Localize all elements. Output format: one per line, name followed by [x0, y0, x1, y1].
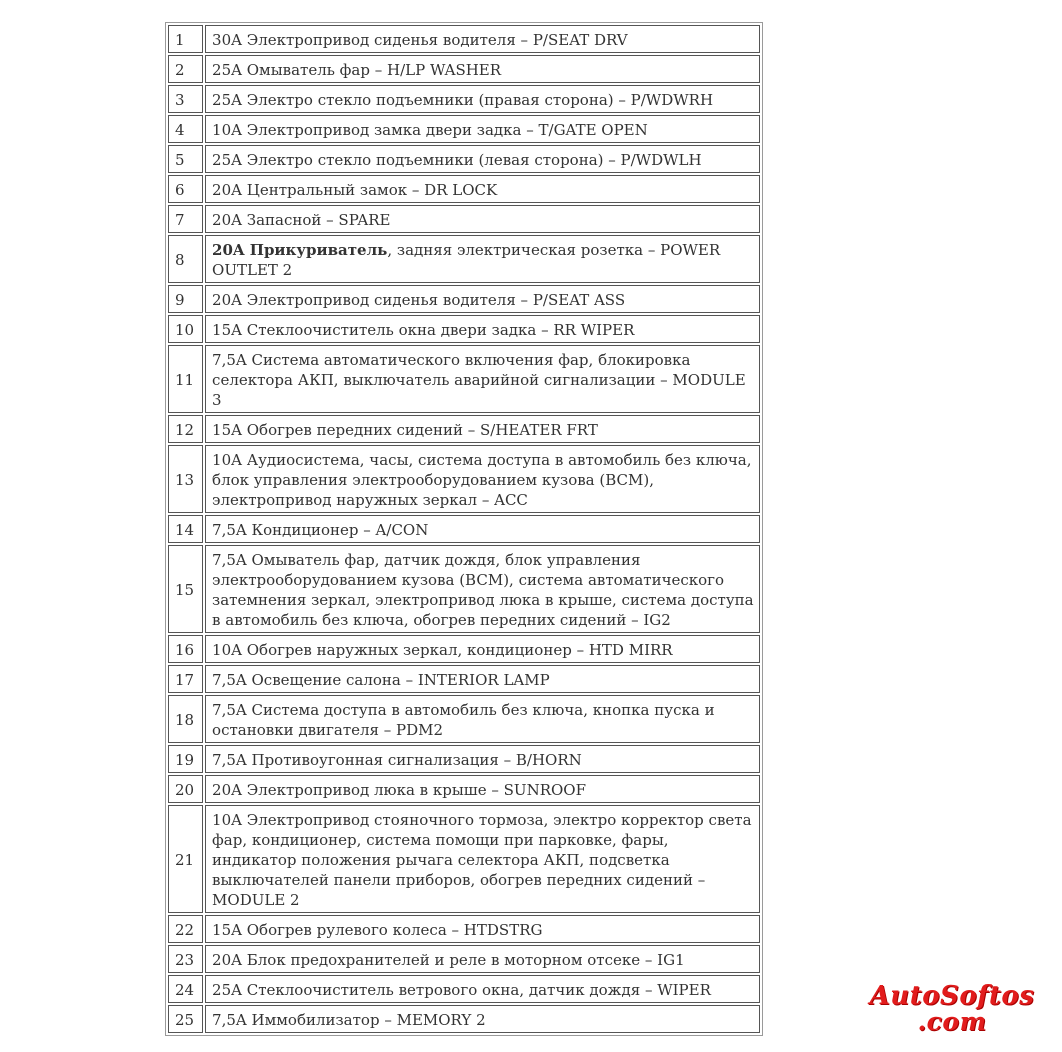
fuse-description-cell	[205, 285, 760, 313]
fuse-description-text: 20A Электропривод люка в крыше – SUNROOF	[212, 781, 586, 799]
fuse-description-cell	[205, 515, 760, 543]
table-row	[168, 315, 760, 343]
fuse-number-cell: 2	[168, 55, 203, 83]
fuse-description-cell	[205, 175, 760, 203]
fuse-description-cell	[205, 345, 760, 413]
fuse-number-cell: 11	[168, 345, 203, 413]
fuse-number-cell: 17	[168, 665, 203, 693]
fuse-description-cell	[205, 545, 760, 633]
fuse-description-cell	[205, 635, 760, 663]
fuse-description-cell	[205, 85, 760, 113]
fuse-number-cell: 4	[168, 115, 203, 143]
table-row	[168, 975, 760, 1003]
fuse-description-text: 25A Омыватель фар – H/LP WASHER	[212, 61, 502, 79]
fuse-description-text: 7,5A Освещение салона – INTERIOR LAMP	[212, 671, 550, 689]
fuse-number-cell: 10	[168, 315, 203, 343]
table-row	[168, 285, 760, 313]
fuse-description-text: 25A Электро стекло подъемники (левая сторона) – P/WDWLH	[212, 151, 702, 169]
fuse-number-cell: 24	[168, 975, 203, 1003]
fuse-number-cell: 5	[168, 145, 203, 173]
table-row	[168, 55, 760, 83]
table-row	[168, 775, 760, 803]
fuse-description-text: 20A Запасной – SPARE	[212, 211, 391, 229]
fuse-number-cell: 16	[168, 635, 203, 663]
fuse-description-cell	[205, 445, 760, 513]
table-row	[168, 695, 760, 743]
table-row	[168, 1005, 760, 1033]
table-row	[168, 235, 760, 283]
table-row	[168, 745, 760, 773]
table-row	[168, 515, 760, 543]
fuse-description-text: 15A Обогрев рулевого колеса – HTDSTRG	[212, 921, 543, 939]
fuse-description-text: 15A Обогрев передних сидений – S/HEATER FRT	[212, 421, 598, 439]
fuse-description-text: 20A Блок предохранителей и реле в моторном отсеке – IG1	[212, 951, 685, 969]
fuse-description-cell	[205, 805, 760, 913]
table-row	[168, 25, 760, 53]
table-row	[168, 115, 760, 143]
fuse-number-cell: 25	[168, 1005, 203, 1033]
fuse-description-text: 20A Электропривод сиденья водителя – P/SEAT ASS	[212, 291, 626, 309]
logo-text-line1: AutoSoftos	[869, 981, 1035, 1011]
table-row	[168, 665, 760, 693]
fuse-description-cell	[205, 945, 760, 973]
fuse-number-cell: 7	[168, 205, 203, 233]
table-row	[168, 805, 760, 913]
table-row	[168, 415, 760, 443]
fuse-description-cell	[205, 55, 760, 83]
fuse-description-cell	[205, 235, 760, 283]
fuse-number-cell: 3	[168, 85, 203, 113]
fuse-number-cell: 9	[168, 285, 203, 313]
fuse-description-cell	[205, 665, 760, 693]
table-row	[168, 175, 760, 203]
fuse-description-text: 25A Электро стекло подъемники (правая сторона) – P/WDWRH	[212, 91, 714, 109]
fuse-description-cell	[205, 745, 760, 773]
fuse-description-cell	[205, 25, 760, 53]
fuse-number-cell: 23	[168, 945, 203, 973]
fuse-number-cell: 6	[168, 175, 203, 203]
table-row	[168, 345, 760, 413]
fuse-description-text: 10A Аудиосистема, часы, система доступа в автомобиль без ключа, блок управления электрооборудованием кузова (BCM), электропривод наружных зеркал – ACC	[212, 451, 752, 509]
fuse-number-cell: 18	[168, 695, 203, 743]
fuse-number-cell: 15	[168, 545, 203, 633]
fuse-description-text: 10A Обогрев наружных зеркал, кондиционер – HTD MIRR	[212, 641, 673, 659]
fuse-description-text: 7,5A Иммобилизатор – MEMORY 2	[212, 1011, 486, 1029]
fuse-number-cell: 1	[168, 25, 203, 53]
fuse-description-text: 7,5A Противоугонная сигнализация – B/HORN	[212, 751, 582, 769]
fuse-description-text: 25A Стеклоочиститель ветрового окна, датчик дождя – WIPER	[212, 981, 711, 999]
fuse-description-text: 30A Электропривод сиденья водителя – P/SEAT DRV	[212, 31, 628, 49]
table-row	[168, 635, 760, 663]
fuse-description-text: 7,5A Система доступа в автомобиль без ключа, кнопка пуска и остановки двигателя – PDM2	[212, 701, 715, 739]
fuse-description-cell	[205, 205, 760, 233]
fuse-number-cell: 12	[168, 415, 203, 443]
fuse-description-cell	[205, 145, 760, 173]
fuse-description-text: 7,5A Кондиционер – A/CON	[212, 521, 429, 539]
fuse-description-cell	[205, 915, 760, 943]
autosoftos-logo	[852, 983, 1052, 1035]
fuse-description-cell	[205, 315, 760, 343]
table-row	[168, 915, 760, 943]
fuse-table	[165, 22, 763, 1036]
table-row	[168, 205, 760, 233]
fuse-description-cell	[205, 415, 760, 443]
table-row	[168, 545, 760, 633]
fuse-description-cell	[205, 1005, 760, 1033]
logo-text-line2: .com	[917, 1007, 987, 1036]
fuse-description-text: 10A Электропривод стояночного тормоза, электро корректор света фар, кондиционер, система помощи при парковке, фары, индикатор положения рычага селектора АКП, подсветка выключателей панели приборов, обогрев передних сидений – MODULE 2	[212, 811, 752, 909]
fuse-description-text: 7,5A Система автоматического включения фар, блокировка селектора АКП, выключатель аварийной сигнализации – MODULE 3	[212, 351, 746, 409]
fuse-number-cell: 13	[168, 445, 203, 513]
table-row	[168, 85, 760, 113]
fuse-number-cell: 8	[168, 235, 203, 283]
fuse-number-cell: 20	[168, 775, 203, 803]
fuse-description-text: , задняя электрическая розетка – POWER OUTLET 2	[212, 241, 721, 279]
fuse-number-cell: 14	[168, 515, 203, 543]
fuse-description-cell	[205, 115, 760, 143]
fuse-number-cell: 19	[168, 745, 203, 773]
fuse-number-cell: 21	[168, 805, 203, 913]
table-row	[168, 145, 760, 173]
fuse-number-cell: 22	[168, 915, 203, 943]
fuse-table-body	[168, 25, 760, 1033]
table-row	[168, 945, 760, 973]
table-row	[168, 445, 760, 513]
fuse-description-text: 7,5A Омыватель фар, датчик дождя, блок управления электрооборудованием кузова (BCM), система автоматического затемнения зеркал, электропривод люка в крыше, система доступа в автомобиль без ключа, обогрев передних сидений – IG2	[212, 551, 754, 629]
fuse-description-cell	[205, 975, 760, 1003]
fuse-description-cell	[205, 775, 760, 803]
fuse-description-text: 15A Стеклоочиститель окна двери задка – RR WIPER	[212, 321, 635, 339]
fuse-description-text: 20A Центральный замок – DR LOCK	[212, 181, 498, 199]
fuse-description-bold: 20A Прикуриватель	[212, 241, 388, 259]
fuse-description-cell	[205, 695, 760, 743]
fuse-description-text: 10A Электропривод замка двери задка – T/GATE OPEN	[212, 121, 648, 139]
